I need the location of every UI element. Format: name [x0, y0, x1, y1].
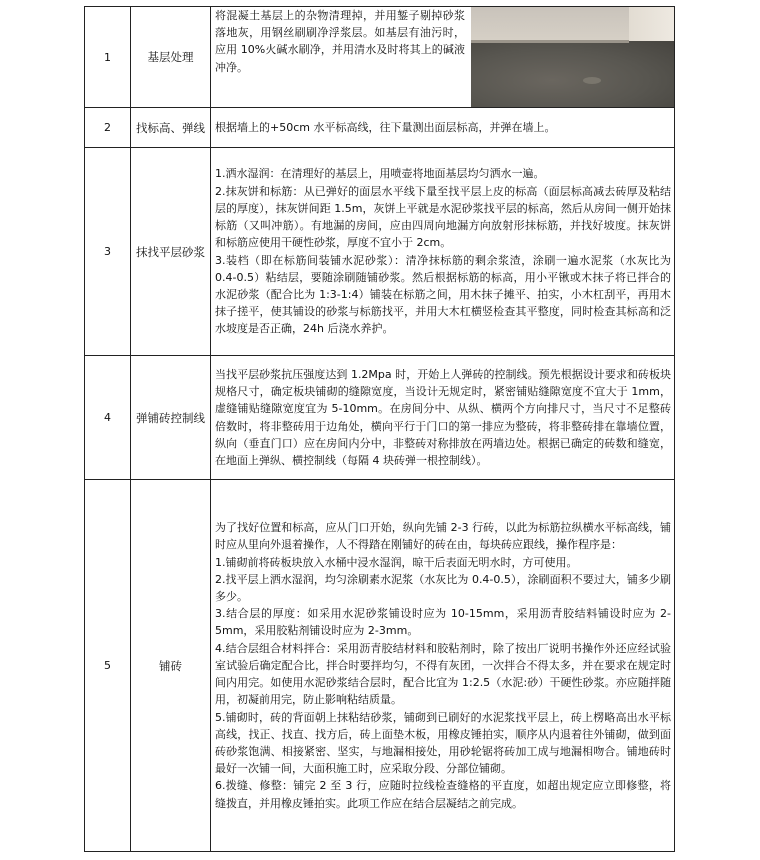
description-paragraph: 1.铺砌前将砖板块放入水桶中浸水湿润，晾干后表面无明水时，方可使用。	[215, 555, 578, 569]
construction-procedure-sheet	[84, 6, 674, 852]
description-paragraph: 3.结合层的厚度：如采用水泥砂浆铺设时应为 10-15mm，采用沥青胶结料铺设时应为 2-5mm，采用胶粘剂铺设时应为 2-3mm。	[215, 607, 671, 638]
step-name: 弹铺砖控制线	[131, 356, 211, 480]
step-name: 抹找平层砂浆	[131, 148, 211, 356]
description-paragraph: 当找平层砂浆抗压强度达到 1.2Mpa 时，开始上人弹砖的控制线。预先根据设计要求和砖板块规格尺寸，确定板块铺砌的缝隙宽度，当设计无规定时，紧密铺贴缝隙宽度不宜大于 1mm，虚缝铺贴缝隙宽度宜为 5-10mm。在房间分中、从纵、横两个方向排尺寸，当尺寸不足整砖倍数时，将非整砖用于边角处，横向平行于门口的第一排应为整砖，将非整砖排在靠墙位置，纵向（垂直门口）应在房间内分中，非整砖对称排放在两墙边处。根据已确定的砖数和缝宽，在地面上弹纵、横控制线（每隔 4 块砖弹一根控制线）。	[215, 367, 671, 467]
description-paragraph: 3.装档（即在标筋间装铺水泥砂浆）：清净抹标筋的剩余浆渣，涂刷一遍水泥浆（水灰比为 0.4-0.5）粘结层，要随涂刷随铺砂浆。然后根据标筋的标高，用小平锹或木抹子将已拌合的水泥砂浆（配合比为 1:3-1:4）铺装在标筋之间，用木抹子摊平、拍实，小木杠刮平，再用木抹子搓平，使其铺设的砂浆与标筋找平，并用大木杠横竖检查其平整度，同时检查其标高和泛水坡度是否正确，24h 后浇水养护。	[215, 253, 675, 336]
step-description	[211, 356, 675, 480]
description-paragraph: 1.洒水湿润：在清理好的基层上，用喷壶将地面基层均匀洒水一遍。	[215, 167, 545, 181]
substrate-floor-photo	[471, 7, 674, 107]
row-number: 3	[85, 148, 131, 356]
step-description	[211, 7, 675, 108]
table-row	[85, 356, 675, 480]
description-paragraph: 4.结合层组合材料拌合：采用沥青胶结材料和胶粘剂时，除了按出厂说明书操作外还应经试验室试验后确定配合比，拌合时要拌均匀，不得有灰团，一次拌合不得太多，并在要求在规定时间内用完。如使用水泥砂浆结合层时，配合比宜为 1:2.5（水泥:砂）干硬性砂浆。亦应随拌随用，初凝前用完，防止影响粘结质量。	[215, 641, 671, 707]
step-name: 铺砖	[131, 480, 211, 852]
description-paragraph: 6.拨缝、修整：铺完 2 至 3 行，应随时拉线检查缝格的平直度，如超出规定应立即修整，将缝拨直，并用橡皮锤拍实。此项工作应在结合层凝结之前完成。	[215, 779, 671, 810]
table-row	[85, 108, 675, 148]
step-description	[211, 108, 675, 148]
table-row	[85, 7, 675, 108]
row-number: 2	[85, 108, 131, 148]
description-paragraph: 将混凝土基层上的杂物清理掉，并用錾子剔掉砂浆落地灰，用钢丝刷刷净浮浆层。如基层有油污时，应用 10%火碱水刷净，并用清水及时将其上的碱液冲净。	[215, 9, 465, 74]
step-description	[211, 148, 675, 356]
description-paragraph: 根据墙上的+50cm 水平标高线，往下量测出面层标高，并弹在墙上。	[215, 120, 556, 134]
description-paragraph: 5.铺砌时，砖的背面朝上抹粘结砂浆，铺砌到已刷好的水泥浆找平层上，砖上楞略高出水平标高线，找正、找直、找方后，砖上面垫木板，用橡皮锤拍实，顺序从内退着往外铺砌，做到面砖砂浆饱满、相接紧密、坚实，与地漏相接处，用砂轮锯将砖加工成与地漏相吻合。铺地砖时最好一次铺一间，大面积施工时，应采取分段、分部位铺砌。	[215, 710, 671, 776]
description-paragraph: 2.找平层上洒水湿润，均匀涂刷素水泥浆（水灰比为 0.4-0.5），涂刷面积不要过大，铺多少刷多少。	[215, 572, 671, 604]
row-number: 4	[85, 356, 131, 480]
row-number: 5	[85, 480, 131, 852]
step-name: 找标高、弹线	[131, 108, 211, 148]
step-description	[211, 480, 675, 852]
table-row	[85, 148, 675, 356]
row-number: 1	[85, 7, 131, 108]
step-name: 基层处理	[131, 7, 211, 108]
table-row	[85, 480, 675, 852]
description-paragraph: 为了找好位置和标高，应从门口开始，纵向先铺 2-3 行砖，以此为标筋拉纵横水平标高线，铺时应从里向外退着操作，人不得踏在刚铺好的砖在由，每块砖应跟线，操作程序是：	[215, 521, 671, 552]
description-paragraph: 2.抹灰饼和标筋：从已弹好的面层水平线下量至找平层上皮的标高（面层标高减去砖厚及粘结层的厚度），抹灰饼间距 1.5m，灰饼上平就是水泥砂浆找平层的标高，然后从房间一侧开始抹标筋（又叫冲筋）。有地漏的房间，应由四周向地漏方向放射形抹标筋，并找好坡度。抹灰饼和标筋应使用干硬性砂浆，厚度不宜小于 2cm。	[215, 184, 671, 250]
procedure-table	[84, 6, 675, 852]
